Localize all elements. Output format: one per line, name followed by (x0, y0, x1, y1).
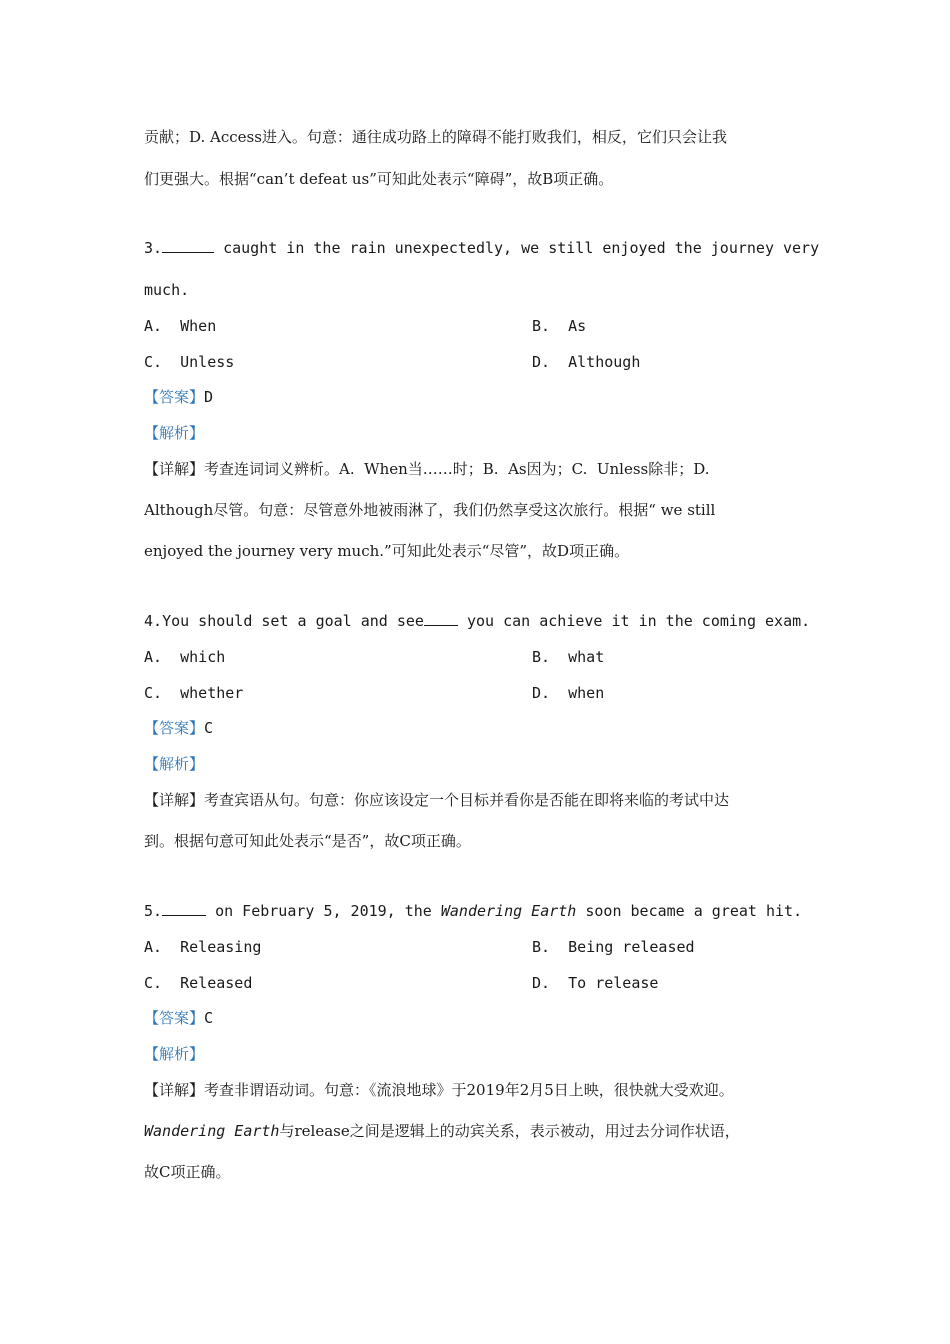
question-4-option-c: C. whether (144, 684, 244, 702)
answer-tag: 【答案】 (144, 719, 205, 737)
question-3-detail-line-2: Although尽管。句意：尽管意外地被雨淋了，我们仍然享受这次旅行。根据“ we still (144, 501, 716, 519)
question-3-blank (162, 238, 214, 253)
question-5-detail-line-1: 【详解】考查非谓语动词。句意：《流浪地球》于2019年2月5日上映，很快就大受欢迎。 (144, 1081, 734, 1099)
question-5-number: 5. (144, 902, 163, 920)
question-3-analysis-tag: 【解析】 (144, 424, 205, 442)
prev-explanation-line-2: 们更强大。根据“can’t defeat us”可知此处表示“障碍”，故B项正确。 (144, 170, 614, 188)
question-3-option-c: C. Unless (144, 353, 235, 371)
question-4-answer (144, 717, 213, 739)
question-3-detail-line-3: enjoyed the journey very much.”可知此处表示“尽管”，故D项正确。 (144, 542, 630, 560)
detail-tag: 【详解】 (144, 1081, 205, 1099)
question-4-analysis-tag: 【解析】 (144, 755, 205, 773)
answer-tag: 【答案】 (144, 388, 205, 406)
answer-value: C (204, 1009, 214, 1027)
detail-tag: 【详解】 (144, 791, 205, 809)
movie-title: Wandering Earth (144, 1122, 280, 1140)
question-5-detail-line-2: Wandering Earth与release之间是逻辑上的动宾关系，表示被动，用过去分词作状语， (144, 1122, 740, 1140)
question-5-option-a: A. Releasing (144, 938, 262, 956)
prev-explanation-line-1: 贡献；D. Access进入。句意：通往成功路上的障碍不能打败我们，相反，它们只会让我 (144, 128, 727, 146)
question-5-option-d: D. To release (532, 974, 659, 992)
question-4-detail-line-2: 到。根据句意可知此处表示“是否”，故C项正确。 (144, 832, 471, 850)
answer-value: C (204, 719, 214, 737)
question-4-option-a: A. which (144, 648, 226, 666)
question-3-stem: 3. caught in the rain unexpectedly, we still enjoyed the journey very (144, 239, 820, 257)
question-5-stem: 5. on February 5, 2019, the Wandering Earth soon became a great hit. (144, 902, 803, 920)
answer-tag: 【答案】 (144, 1009, 205, 1027)
question-3-detail-line-1: 【详解】考查连词词义辨析。A. When当……时；B. As因为；C. Unless除非；D. (144, 460, 710, 478)
question-3-option-a: A. When (144, 317, 217, 335)
question-4-option-d: D. when (532, 684, 605, 702)
question-3-answer (144, 386, 213, 408)
question-4-detail-line-1: 【详解】考查宾语从句。句意：你应该设定一个目标并看你是否能在即将来临的考试中达 (144, 791, 730, 809)
question-4-stem: 4.You should set a goal and see you can achieve it in the coming exam. (144, 612, 811, 630)
question-3-number: 3. (144, 239, 163, 257)
question-5-answer (144, 1007, 213, 1029)
question-3-option-d: D. Although (532, 353, 641, 371)
question-5-option-b: B. Being released (532, 938, 695, 956)
question-4-blank (424, 611, 458, 626)
question-4-number: 4. (144, 612, 163, 630)
detail-tag: 【详解】 (144, 460, 205, 478)
question-5-option-c: C. Released (144, 974, 253, 992)
question-3-stem-cont: much. (144, 281, 190, 299)
question-5-blank (162, 901, 206, 916)
movie-title: Wandering Earth (440, 902, 577, 920)
answer-value: D (204, 388, 214, 406)
question-3-option-b: B. As (532, 317, 587, 335)
question-5-analysis-tag: 【解析】 (144, 1045, 205, 1063)
question-4-option-b: B. what (532, 648, 605, 666)
question-5-detail-line-3: 故C项正确。 (144, 1163, 231, 1181)
